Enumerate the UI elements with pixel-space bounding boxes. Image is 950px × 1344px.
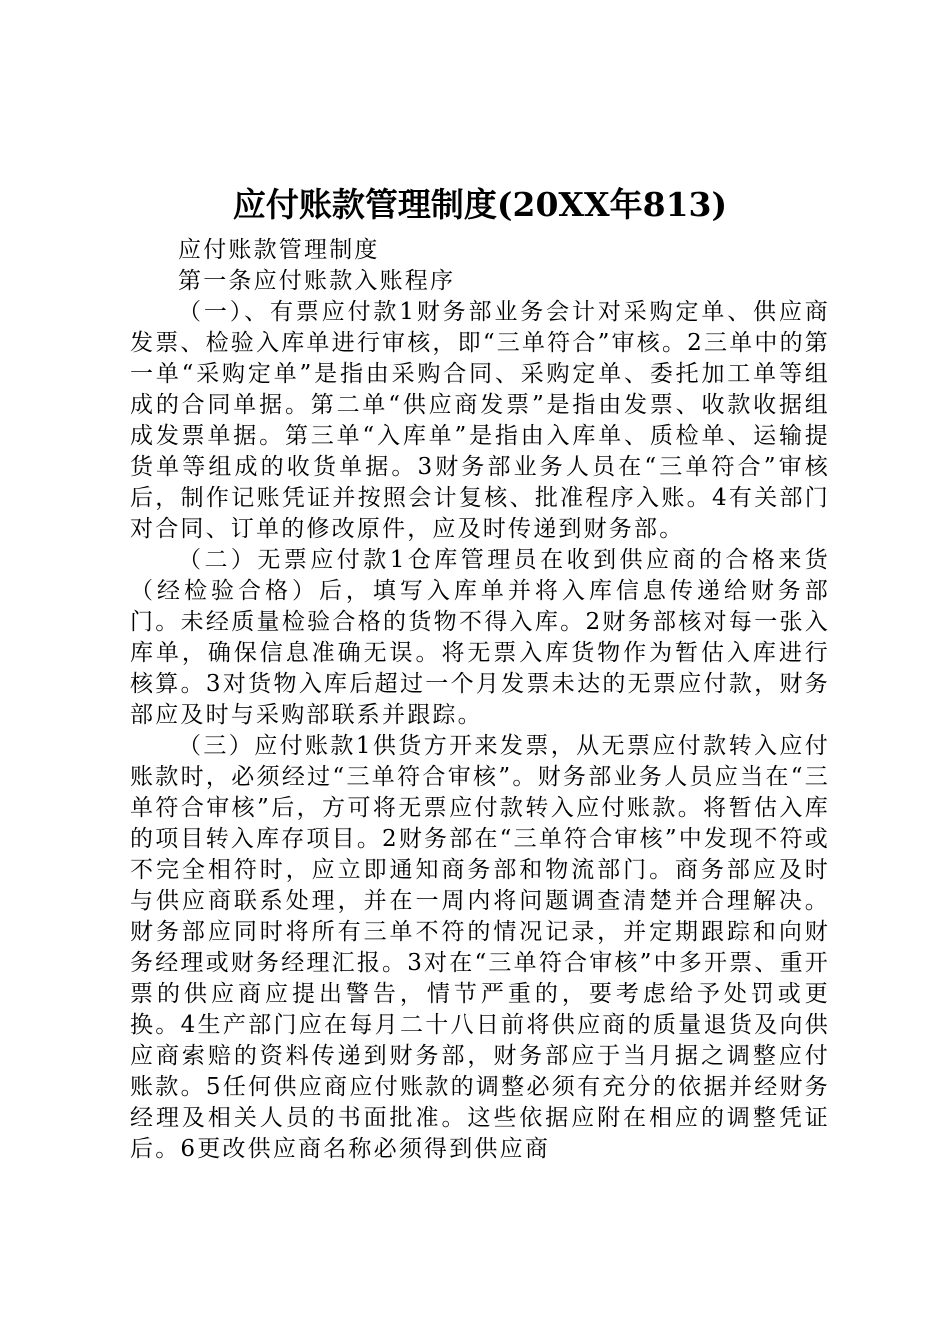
document-title: 应付账款管理制度(20XX年813) xyxy=(232,185,728,224)
paragraph-uninvoiced-payables: （二）无票应付款1仓库管理员在收到供应商的合格来货（经检验合格）后，填写入库单并将入库信息传递给财务部门。未经质量检验合格的货物不得入库。2财务部核对每一张入库单，确保信息准确无误。将无票入库货物作为暂估入库进行核算。3对货物入库后超过一个月发票未达的无票应付款，财务部应及时与采购部联系并跟踪。 xyxy=(130,547,830,728)
article-heading: 第一条应付账款入账程序 xyxy=(178,268,456,294)
paragraph-invoiced-payables: （一）、有票应付款1财务部业务会计对采购定单、供应商发票、检验入库单进行审核，即“三单符合”审核。2三单中的第一单“采购定单”是指由采购合同、采购定单、委托加工单等组成的合同单据。第二单“供应商发票”是指由发票、收款收据组成发票单据。第三单“入库单”是指由入库单、质检单、运输提货单等组成的收货单据。3财务部业务人员在“三单符合”审核后，制作记账凭证并按照会计复核、批准程序入账。4有关部门对合同、订单的修改原件，应及时传递到财务部。 xyxy=(130,299,830,542)
paragraph-accounts-payable: （三）应付账款1供货方开来发票，从无票应付款转入应付账款时，必须经过“三单符合审核”。财务部业务人员应当在“三单符合审核”后，方可将无票应付款转入应付账款。将暂估入库的项目转入库存项目。2财务部在“三单符合审核”中发现不符或不完全相符时，应立即通知商务部和物流部门。商务部应及时与供应商联系处理，并在一周内将问题调查清楚并合理解决。财务部应同时将所有三单不符的情况记录，并定期跟踪和向财务经理或财务经理汇报。3对在“三单符合审核”中多开票、重开票的供应商应提出警告，情节严重的，要考虑给予处罚或更换。4生产部门应在每月二十八日前将供应商的质量退货及向供应商索赔的资料传递到财务部，财务部应于当月据之调整应付账款。5任何供应商应付账款的调整必须有充分的依据并经财务经理及相关人员的书面批准。这些依据应附在相应的调整凭证后。6更改供应商名称必须得到供应商 xyxy=(130,733,830,1162)
document-page xyxy=(130,183,830,1165)
document-subtitle: 应付账款管理制度 xyxy=(178,237,380,263)
